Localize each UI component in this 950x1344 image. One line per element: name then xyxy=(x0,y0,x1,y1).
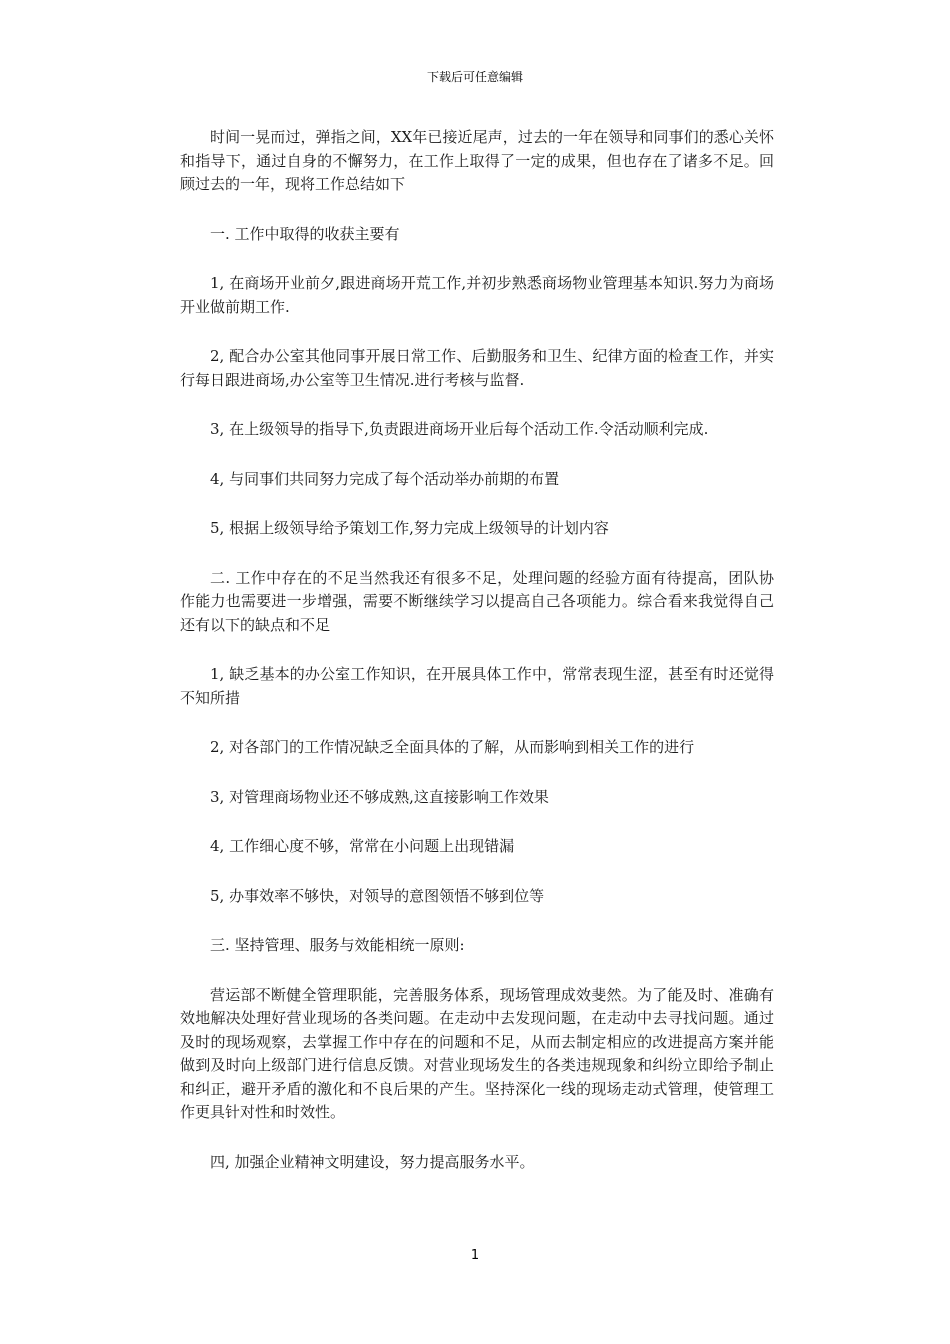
section-heading-1: 一. 工作中取得的收获主要有 xyxy=(210,224,400,243)
list-item: 2, 对各部门的工作情况缺乏全面具体的了解，从而影响到相关工作的进行 xyxy=(210,738,695,756)
list-item: 4, 与同事们共同努力完成了每个活动举办前期的布置 xyxy=(210,469,560,488)
section-heading-2: 二. 工作中存在的不足当然我还有很多不足，处理问题的经验方面有待提高，团队协作能力也需要进一步增强，需要不断继续学习以提高自己各项能力。综合看来我觉得自己还有以下的缺点和不足 xyxy=(180,568,774,634)
list-item: 1, 在商场开业前夕,跟进商场开荒工作,并初步熟悉商场物业管理基本知识.努力为商场开业做前期工作. xyxy=(180,274,774,316)
list-item: 5, 根据上级领导给予策划工作,努力完成上级领导的计划内容 xyxy=(210,519,609,537)
list-item: 3, 在上级领导的指导下,负责跟进商场开业后每个活动工作.令活动顺利完成. xyxy=(210,420,709,438)
paragraph-body: 营运部不断健全管理职能，完善服务体系，现场管理成效斐然。为了能及时、准确有效地解决处理好营业现场的各类问题。在走动中去发现问题，在走动中去寻找问题。通过及时的现场观察，去掌握工作中存在的问题和不足，从而去制定相应的改进提高方案并能做到及时向上级部门进行信息反馈。对营业现场发生的各类违规现象和纠纷立即给予制止和纠正，避开矛盾的激化和不良后果的产生。坚持深化一线的现场走动式管理，使管理工作更具针对性和时效性。 xyxy=(180,985,774,1121)
list-item: 5, 办事效率不够快，对领导的意图领悟不够到位等 xyxy=(210,886,545,905)
page-number: 1 xyxy=(470,1248,480,1263)
list-item: 4, 工作细心度不够，常常在小问题上出现错漏 xyxy=(210,837,515,855)
section-heading-4: 四, 加强企业精神文明建设，努力提高服务水平。 xyxy=(210,1152,535,1171)
list-item: 1, 缺乏基本的办公室工作知识，在开展具体工作中，常常表现生涩，甚至有时还觉得不知所措 xyxy=(180,665,774,707)
page-header: 下载后可任意编辑 xyxy=(426,70,523,84)
list-item: 2, 配合办公室其他同事开展日常工作、后勤服务和卫生、纪律方面的检查工作，并实行每日跟进商场,办公室等卫生情况.进行考核与监督. xyxy=(180,347,774,389)
document-body xyxy=(180,126,774,1200)
list-item: 3, 对管理商场物业还不够成熟,这直接影响工作效果 xyxy=(210,787,549,806)
section-heading-3: 三. 坚持管理、服务与效能相统一原则: xyxy=(210,936,465,954)
paragraph-intro: 时间一晃而过，弹指之间，XX年已接近尾声，过去的一年在领导和同事们的悉心关怀和指导下，通过自身的不懈努力，在工作上取得了一定的成果，但也存在了诸多不足。回顾过去的一年，现将工作总结如下 xyxy=(180,128,774,193)
